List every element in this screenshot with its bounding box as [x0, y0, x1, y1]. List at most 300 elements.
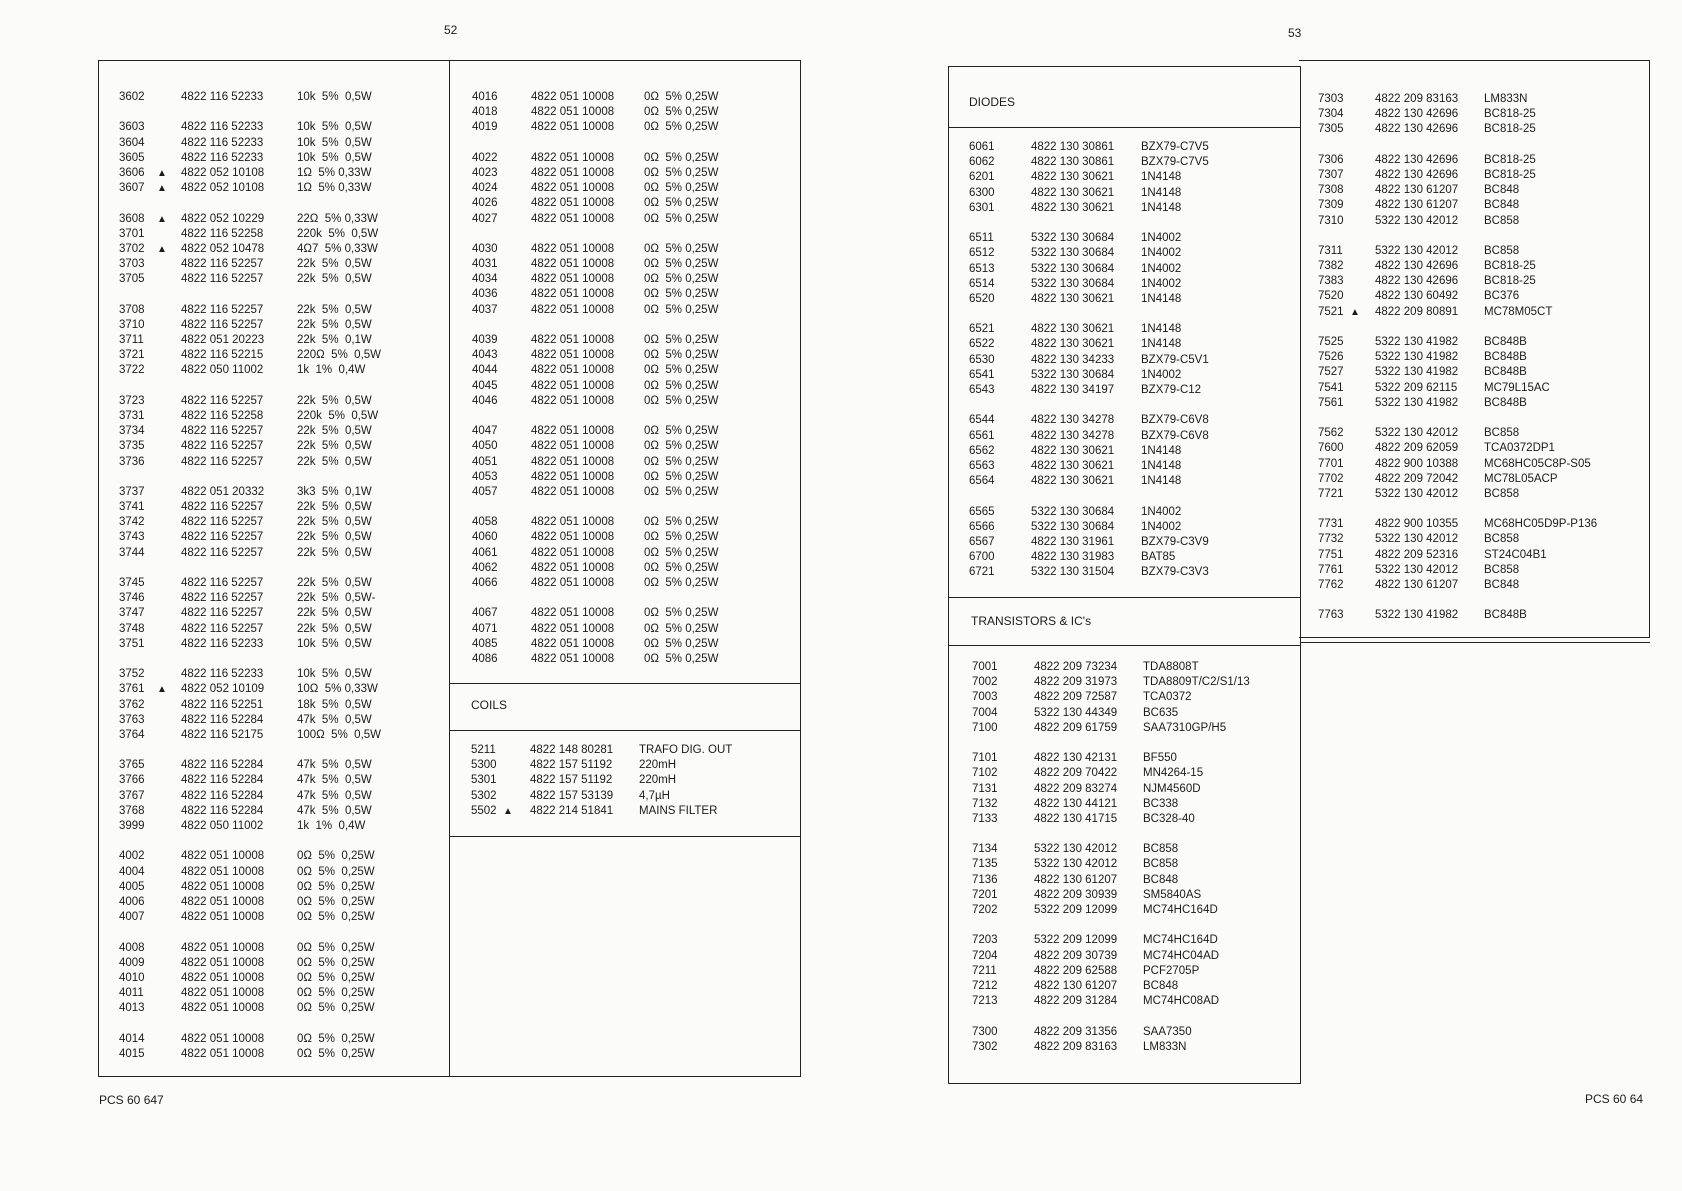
position-number: 7561: [1318, 396, 1344, 409]
part-description: 0Ω 5% 0,25W: [644, 455, 719, 468]
part-description: 22k 5% 0,5W: [297, 531, 372, 544]
position-number: 7100: [972, 721, 998, 734]
part-code: 4822 116 52284: [181, 789, 264, 802]
part-code: 5322 130 42012: [1034, 858, 1118, 871]
position-number: 3705: [119, 273, 145, 286]
part-code: 4822 130 61207: [1034, 873, 1118, 886]
part-code: 4822 052 10229: [181, 212, 265, 225]
part-code: 4822 051 10008: [181, 1047, 265, 1060]
part-description: BC818-25: [1484, 275, 1536, 288]
part-code: 4822 130 42131: [1034, 752, 1118, 765]
right-page-table-right: [1299, 60, 1650, 638]
part-code: 4822 130 30621: [1031, 475, 1115, 488]
part-code: 4822 051 10008: [531, 394, 615, 407]
part-description: 22k 5% 0,5W: [297, 425, 372, 438]
part-description: 0Ω 5% 0,25W: [644, 151, 719, 164]
position-number: 3765: [119, 759, 145, 772]
part-code: 4822 051 10008: [531, 288, 615, 301]
part-description: BC376: [1484, 290, 1520, 303]
part-code: 4822 209 31284: [1034, 995, 1118, 1008]
part-code: 5322 130 30684: [1031, 277, 1115, 290]
position-number: 4053: [472, 470, 498, 483]
position-number: 6521: [969, 323, 995, 336]
page-number-left: 52: [444, 23, 458, 37]
part-code: 4822 130 30621: [1031, 171, 1115, 184]
diodes-heading: DIODES: [969, 95, 1016, 109]
position-number: 6544: [969, 414, 995, 427]
part-code: 4822 130 42696: [1375, 108, 1459, 121]
part-description: 47k 5% 0,5W: [297, 774, 372, 787]
position-number: 4046: [472, 394, 498, 407]
part-code: 4822 051 10008: [531, 364, 615, 377]
part-code: 4822 051 10008: [531, 637, 615, 650]
position-number: 3745: [119, 577, 145, 589]
part-code: 4822 130 44121: [1034, 797, 1118, 810]
part-code: 4822 051 10008: [181, 971, 265, 984]
position-number: 7307: [1318, 168, 1344, 181]
part-code: 4822 051 10008: [181, 1002, 265, 1015]
part-code: 5322 130 42012: [1375, 563, 1459, 576]
position-number: 6563: [969, 459, 995, 472]
part-description: 0Ω 5% 0,25W: [644, 288, 719, 301]
part-description: NJM4560D: [1143, 782, 1201, 795]
part-code: 4822 116 52284: [181, 759, 264, 772]
part-description: BC848B: [1484, 609, 1527, 622]
part-code: 4822 130 34197: [1031, 384, 1115, 396]
part-description: 0Ω 5% 0,25W: [644, 106, 719, 119]
part-code: 4822 130 34233: [1031, 353, 1115, 366]
part-description: BC848: [1143, 873, 1179, 886]
position-number: 4045: [472, 379, 498, 392]
part-code: 4822 116 52257: [181, 531, 264, 544]
part-description: 0Ω 5% 0,25W: [644, 166, 719, 179]
part-description: 1k 1% 0,4W: [297, 820, 366, 832]
part-code: 4822 148 80281: [530, 744, 614, 756]
part-description: 0Ω 5% 0,25W: [644, 273, 719, 286]
part-description: BC858: [1143, 858, 1179, 871]
part-code: 4822 051 10008: [181, 911, 265, 924]
part-description: 4Ω7 5% 0,33W: [297, 242, 378, 255]
part-code: 4822 116 52257: [181, 303, 264, 316]
part-description: TDA8808T: [1143, 661, 1199, 673]
position-number: 4004: [119, 865, 145, 878]
part-description: 0Ω 5% 0,25W: [644, 182, 719, 195]
part-description: 220k 5% 0,5W: [297, 409, 379, 422]
part-code: 4822 052 10109: [181, 683, 265, 696]
position-number: 3703: [119, 258, 145, 271]
position-number: 6566: [969, 520, 995, 533]
part-description: 0Ω 5% 0,25W: [644, 394, 719, 407]
part-description: 0Ω 5% 0,25W: [297, 865, 375, 878]
position-number: 3736: [119, 455, 145, 468]
part-description: BC848B: [1484, 336, 1527, 348]
part-code: 4822 051 10008: [531, 516, 615, 529]
part-description: 0Ω 5% 0,25W: [297, 1047, 375, 1060]
position-number: 4044: [472, 364, 498, 377]
position-number: 4031: [472, 258, 498, 271]
position-number: 3608: [119, 212, 145, 225]
part-description: ST24C04B1: [1484, 548, 1547, 561]
part-description: 220Ω 5% 0,5W: [297, 349, 382, 362]
part-code: 4822 051 10008: [531, 440, 615, 453]
position-number: 6562: [969, 444, 995, 457]
part-code: 4822 130 34278: [1031, 414, 1115, 427]
part-description: TRAFO DIG. OUT: [639, 744, 733, 756]
part-description: 47k 5% 0,5W: [297, 713, 372, 726]
position-number: 4058: [472, 516, 498, 529]
position-number: 3701: [119, 227, 145, 240]
part-description: BZX79-C3V9: [1141, 535, 1209, 548]
part-description: 0Ω 5% 0,25W: [644, 334, 719, 346]
part-description: 0Ω 5% 0,25W: [644, 622, 719, 635]
position-number: 6567: [969, 535, 995, 548]
part-code: 4822 051 10008: [181, 987, 265, 1000]
position-number: 7731: [1318, 518, 1344, 531]
part-description: BC818-25: [1484, 108, 1536, 121]
part-code: 4822 051 10008: [531, 546, 615, 559]
footer-left: PCS 60 647: [99, 1093, 164, 1107]
position-number: 7102: [972, 767, 998, 780]
part-code: 4822 051 10008: [531, 166, 615, 179]
position-number: 3768: [119, 804, 145, 817]
part-description: BC848: [1484, 579, 1520, 591]
part-description: 1N4148: [1141, 444, 1182, 457]
part-code: 5322 130 41982: [1375, 609, 1459, 622]
part-code: 4822 130 30621: [1031, 444, 1115, 457]
position-number: 4026: [472, 197, 498, 210]
position-number: 3722: [119, 364, 145, 377]
position-number: 3761: [119, 683, 145, 696]
part-code: 4822 130 61207: [1375, 184, 1459, 197]
part-code: 4822 209 73234: [1034, 661, 1118, 673]
position-number: 6061: [969, 141, 995, 153]
part-code: 4822 051 10008: [181, 1032, 265, 1045]
part-description: 47k 5% 0,5W: [297, 759, 372, 772]
position-number: 3999: [119, 820, 145, 832]
part-description: 0Ω 5% 0,25W: [644, 91, 719, 103]
part-code: 4822 209 80891: [1375, 305, 1459, 318]
part-description: 0Ω 5% 0,25W: [297, 956, 375, 969]
part-description: 0Ω 5% 0,25W: [644, 242, 719, 255]
part-description: 22k 5% 0,5W: [297, 607, 372, 620]
part-description: BC338: [1143, 797, 1179, 810]
part-code: 4822 130 42696: [1375, 123, 1459, 136]
left-column-divider: [449, 60, 450, 1077]
coils-heading: COILS: [471, 698, 508, 712]
part-code: 4822 130 61207: [1375, 199, 1459, 212]
position-number: 4067: [472, 607, 498, 620]
position-number: 4022: [472, 151, 498, 164]
part-code: 4822 051 10008: [531, 577, 615, 589]
position-number: 7304: [1318, 108, 1344, 121]
safety-warning-icon: ▲: [157, 213, 167, 225]
safety-warning-icon: ▲: [157, 167, 167, 179]
part-description: 0Ω 5% 0,25W: [644, 470, 719, 483]
position-number: 4051: [472, 455, 498, 468]
part-code: 4822 157 51192: [530, 759, 613, 772]
part-code: 4822 214 51841: [530, 804, 614, 817]
part-description: 0Ω 5% 0,25W: [644, 121, 719, 134]
part-description: 10k 5% 0,5W: [297, 136, 372, 149]
part-code: 4822 051 10008: [531, 334, 615, 346]
position-number: 3741: [119, 501, 145, 514]
part-description: 1N4002: [1141, 277, 1182, 290]
position-number: 3748: [119, 622, 145, 635]
position-number: 3702: [119, 242, 145, 255]
part-description: BC818-25: [1484, 153, 1536, 166]
part-description: 0Ω 5% 0,25W: [644, 212, 719, 225]
position-number: 4009: [119, 956, 145, 969]
position-number: 5300: [471, 759, 497, 772]
part-code: 4822 116 52257: [181, 258, 264, 271]
position-number: 4011: [119, 987, 144, 1000]
position-number: 7763: [1318, 609, 1344, 622]
part-description: SAA7350: [1143, 1025, 1192, 1038]
position-number: 4005: [119, 880, 145, 893]
safety-warning-icon: ▲: [503, 805, 513, 817]
safety-warning-icon: ▲: [157, 243, 167, 255]
part-description: 0Ω 5% 0,25W: [644, 546, 719, 559]
part-code: 4822 116 52233: [181, 121, 264, 134]
part-description: 0Ω 5% 0,25W: [644, 516, 719, 529]
position-number: 7131: [972, 782, 998, 795]
part-description: 22k 5% 0,5W: [297, 258, 372, 271]
part-code: 4822 900 10355: [1375, 518, 1459, 531]
part-description: 1k 1% 0,4W: [297, 364, 366, 377]
position-number: 7383: [1318, 275, 1344, 288]
part-description: 10k 5% 0,5W: [297, 637, 372, 650]
part-description: 22k 5% 0,1W: [297, 334, 372, 346]
part-description: 22k 5% 0,5W: [297, 318, 372, 331]
part-description: BZX79-C6V8: [1141, 429, 1209, 442]
part-description: BC858: [1484, 214, 1520, 227]
position-number: 5502: [471, 804, 497, 817]
position-number: 7135: [972, 858, 998, 871]
part-code: 4822 209 31973: [1034, 676, 1118, 689]
position-number: 4062: [472, 561, 498, 574]
part-code: 4822 116 52257: [181, 455, 264, 468]
part-description: BC858: [1484, 427, 1520, 440]
part-description: 0Ω 5% 0,25W: [644, 197, 719, 210]
position-number: 6301: [969, 201, 995, 214]
part-code: 4822 051 20332: [181, 485, 265, 498]
position-number: 3737: [119, 485, 145, 498]
part-code: 4822 209 72587: [1034, 691, 1118, 704]
part-code: 4822 130 42696: [1375, 260, 1459, 273]
part-code: 4822 051 10008: [181, 850, 265, 863]
part-code: 5322 130 41982: [1375, 351, 1459, 364]
part-description: 0Ω 5% 0,25W: [297, 941, 375, 954]
part-description: BF550: [1143, 752, 1177, 765]
part-code: 5322 130 42012: [1375, 533, 1459, 546]
part-description: 0Ω 5% 0,25W: [297, 895, 375, 908]
part-code: 4822 051 10008: [181, 941, 265, 954]
part-description: BZX79-C6V8: [1141, 414, 1209, 427]
part-description: BC818-25: [1484, 168, 1536, 181]
part-description: MC68HC05D9P-P136: [1484, 518, 1598, 531]
part-code: 4822 209 61759: [1034, 721, 1118, 734]
position-number: 7526: [1318, 351, 1344, 364]
part-description: 10k 5% 0,5W: [297, 91, 372, 103]
position-number: 7541: [1318, 381, 1344, 394]
position-number: 3735: [119, 440, 145, 453]
position-number: 6514: [969, 277, 995, 290]
position-number: 7701: [1318, 457, 1344, 470]
position-number: 4002: [119, 850, 145, 863]
part-code: 4822 130 42696: [1375, 168, 1459, 181]
position-number: 6565: [969, 505, 995, 518]
part-description: BZX79-C5V1: [1141, 353, 1209, 366]
part-description: MC78L05ACP: [1484, 472, 1558, 485]
position-number: 4030: [472, 242, 498, 255]
part-description: 0Ω 5% 0,25W: [644, 425, 719, 438]
part-code: 4822 116 52257: [181, 577, 264, 589]
part-code: 4822 130 30621: [1031, 201, 1115, 214]
part-description: LM833N: [1143, 1040, 1187, 1053]
position-number: 3708: [119, 303, 145, 316]
position-number: 5211: [471, 744, 496, 756]
col4-bottom-rule: [1301, 642, 1650, 643]
position-number: 4008: [119, 941, 145, 954]
position-number: 7300: [972, 1025, 998, 1038]
position-number: 4010: [119, 971, 145, 984]
part-description: 4,7µH: [639, 789, 670, 802]
part-code: 5322 130 30684: [1031, 368, 1115, 381]
position-number: 3723: [119, 394, 145, 407]
part-description: 1N4148: [1141, 186, 1182, 199]
part-description: 18k 5% 0,5W: [297, 698, 372, 711]
part-description: 1N4002: [1141, 520, 1182, 533]
part-description: 1N4002: [1141, 505, 1182, 518]
part-code: 5322 130 42012: [1375, 214, 1459, 227]
part-code: 4822 130 30621: [1031, 459, 1115, 472]
position-number: 7213: [972, 995, 998, 1008]
position-number: 3711: [119, 334, 144, 346]
part-code: 4822 209 83274: [1034, 782, 1118, 795]
part-code: 4822 116 52233: [181, 136, 264, 149]
part-description: 1N4002: [1141, 247, 1182, 260]
position-number: 4019: [472, 121, 498, 134]
part-code: 4822 051 10008: [531, 91, 615, 103]
part-code: 4822 116 52215: [181, 349, 264, 362]
position-number: 7204: [972, 949, 998, 962]
part-code: 4822 051 10008: [181, 865, 265, 878]
part-code: 4822 051 10008: [531, 561, 615, 574]
part-code: 4822 116 52257: [181, 273, 264, 286]
part-description: 22k 5% 0,5W: [297, 622, 372, 635]
part-description: 0Ω 5% 0,25W: [644, 577, 719, 589]
part-code: 4822 051 10008: [531, 379, 615, 392]
part-code: 4822 051 10008: [531, 607, 615, 620]
part-description: 3k3 5% 0,1W: [297, 485, 372, 498]
part-description: 1N4148: [1141, 292, 1182, 305]
part-description: SM5840AS: [1143, 888, 1202, 901]
part-code: 4822 116 52284: [181, 774, 264, 787]
part-description: 22k 5% 0,5W: [297, 303, 372, 316]
position-number: 3731: [119, 409, 145, 422]
position-number: 4066: [472, 577, 498, 589]
position-number: 3602: [119, 91, 145, 103]
transistors-header-top-rule: [948, 597, 1301, 598]
position-number: 7136: [972, 873, 998, 886]
position-number: 3742: [119, 516, 145, 529]
part-description: 22k 5% 0,5W: [297, 577, 372, 589]
part-description: 0Ω 5% 0,25W: [644, 379, 719, 392]
part-code: 4822 051 10008: [531, 303, 615, 316]
part-description: MN4264-15: [1143, 767, 1204, 780]
safety-warning-icon: ▲: [1350, 306, 1360, 318]
part-code: 5322 130 30684: [1031, 505, 1115, 518]
part-description: MC74HC164D: [1143, 904, 1218, 916]
part-code: 5322 130 30684: [1031, 247, 1115, 260]
position-number: 7310: [1318, 214, 1344, 227]
part-code: 4822 130 30621: [1031, 338, 1115, 351]
position-number: 4024: [472, 182, 498, 195]
part-code: 4822 209 72042: [1375, 472, 1459, 485]
part-code: 4822 116 52233: [181, 637, 264, 650]
position-number: 3767: [119, 789, 145, 802]
position-number: 7562: [1318, 427, 1344, 440]
part-code: 4822 209 70422: [1034, 767, 1118, 780]
part-code: 4822 051 10008: [531, 121, 615, 134]
part-description: BZX79-C7V5: [1141, 141, 1209, 153]
position-number: 6513: [969, 262, 995, 275]
part-code: 4822 051 10008: [531, 182, 615, 195]
position-number: 3744: [119, 546, 145, 559]
part-code: 4822 116 52258: [181, 409, 264, 422]
part-code: 4822 130 31961: [1031, 535, 1115, 548]
part-code: 4822 130 30861: [1031, 156, 1115, 169]
position-number: 4086: [472, 652, 498, 665]
part-code: 4822 130 30621: [1031, 186, 1115, 199]
part-code: 4822 116 52233: [181, 91, 264, 103]
position-number: 7004: [972, 706, 998, 719]
part-description: BC328-40: [1143, 812, 1195, 825]
position-number: 7101: [972, 752, 998, 765]
part-description: 220mH: [639, 759, 677, 772]
diodes-header-rule: [948, 127, 1301, 128]
position-number: 6511: [969, 232, 994, 245]
part-description: 22k 5% 0,5W: [297, 455, 372, 468]
part-code: 4822 130 31983: [1031, 551, 1115, 564]
part-description: 0Ω 5% 0,25W: [644, 303, 719, 316]
part-description: 47k 5% 0,5W: [297, 789, 372, 802]
part-code: 5322 130 41982: [1375, 366, 1459, 379]
part-code: 4822 130 41715: [1034, 812, 1118, 825]
position-number: 6201: [969, 171, 995, 184]
position-number: 3604: [119, 136, 145, 149]
part-description: 0Ω 5% 0,25W: [644, 652, 719, 665]
position-number: 4016: [472, 91, 498, 103]
part-code: 4822 900 10388: [1375, 457, 1459, 470]
part-description: 22k 5% 0,5W-: [297, 592, 376, 605]
position-number: 7520: [1318, 290, 1344, 303]
position-number: 7202: [972, 904, 998, 916]
position-number: 4047: [472, 425, 498, 438]
position-number: 4027: [472, 212, 498, 225]
position-number: 3763: [119, 713, 145, 726]
part-description: BC818-25: [1484, 123, 1536, 136]
position-number: 6561: [969, 429, 995, 442]
part-description: 22k 5% 0,5W: [297, 516, 372, 529]
part-code: 4822 051 10008: [531, 485, 615, 498]
part-code: 4822 116 52257: [181, 516, 264, 529]
position-number: 6543: [969, 384, 995, 396]
part-description: 1N4148: [1141, 475, 1182, 488]
part-code: 5322 130 30684: [1031, 262, 1115, 275]
part-code: 5322 130 30684: [1031, 232, 1115, 245]
transistors-heading: TRANSISTORS & IC's: [971, 614, 1092, 628]
